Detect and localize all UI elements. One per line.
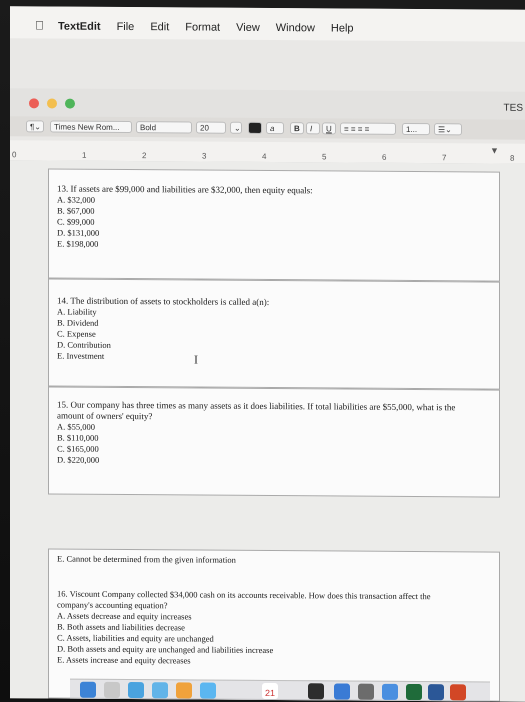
spacer bbox=[57, 565, 491, 592]
ruler-tick: 4 bbox=[262, 151, 267, 161]
ruler-tick: 1 bbox=[82, 150, 87, 160]
format-toolbar bbox=[10, 116, 525, 140]
option-13-b: B. $67,000 bbox=[57, 205, 95, 216]
option-14-e: E. Investment bbox=[57, 350, 105, 361]
underline-button[interactable]: U bbox=[322, 122, 336, 134]
menu-edit[interactable]: Edit bbox=[141, 21, 161, 34]
apple-icon[interactable] bbox=[35, 18, 44, 38]
powerpoint-icon[interactable] bbox=[450, 684, 466, 700]
ruler-tick: 7 bbox=[442, 153, 447, 163]
window-title: TES bbox=[503, 102, 523, 114]
launchpad-icon[interactable] bbox=[104, 682, 120, 698]
option-16-c: C. Assets, liabilities and equity are unchanged bbox=[57, 632, 214, 644]
question-15-line2: amount of owners' equity? bbox=[57, 410, 153, 422]
system-preferences-icon[interactable] bbox=[358, 684, 374, 700]
option-15-e: E. Cannot be determined from the given information bbox=[57, 553, 236, 565]
microsoft-word-icon[interactable] bbox=[428, 684, 444, 700]
list-style-select[interactable]: ☰⌄ bbox=[434, 123, 462, 135]
bold-button[interactable]: B bbox=[290, 122, 304, 134]
menu-help[interactable]: Help bbox=[321, 22, 345, 35]
option-15-c: C. $165,000 bbox=[57, 443, 99, 454]
question-15-line1: 15. Our company has three times as many assets as it does liabilities. If total liabilities are $55,000, what is the bbox=[57, 399, 456, 413]
option-14-b: B. Dividend bbox=[57, 317, 99, 328]
italic-button[interactable]: I bbox=[306, 122, 320, 134]
option-14-c: C. Expense bbox=[57, 328, 96, 339]
menu-view[interactable]: View bbox=[227, 21, 251, 34]
question-box-14 bbox=[48, 278, 500, 389]
option-13-e: E. $198,000 bbox=[57, 238, 99, 249]
close-button[interactable] bbox=[29, 98, 39, 108]
question-14-text: 14. The distribution of assets to stockholders is called a(n): bbox=[57, 295, 270, 308]
safari-icon[interactable] bbox=[128, 682, 144, 698]
option-16-a: A. Assets decrease and equity increases bbox=[57, 610, 192, 622]
alignment-buttons[interactable]: ≡ ≡ ≡ ≡ bbox=[340, 123, 396, 135]
ruler-tick: 0 bbox=[12, 150, 17, 160]
option-14-a: A. Liability bbox=[57, 306, 97, 317]
ruler-tick: 8 bbox=[510, 153, 515, 163]
tab-stop-icon[interactable]: ▼ bbox=[490, 145, 499, 156]
minimize-button[interactable] bbox=[47, 98, 57, 108]
menu-bar bbox=[10, 6, 525, 42]
font-size-field[interactable]: 20 bbox=[196, 122, 226, 134]
option-13-c: C. $99,000 bbox=[57, 216, 95, 227]
text-cursor-icon: I bbox=[194, 352, 198, 367]
mail-icon[interactable] bbox=[152, 682, 168, 698]
option-13-a: A. $32,000 bbox=[57, 194, 96, 205]
zoom-button[interactable] bbox=[65, 99, 75, 109]
ruler-tick: 2 bbox=[142, 151, 147, 161]
option-15-d: D. $220,000 bbox=[57, 454, 100, 465]
contacts-icon[interactable] bbox=[176, 682, 192, 698]
option-14-d: D. Contribution bbox=[57, 339, 111, 350]
screen bbox=[10, 6, 525, 702]
line-spacing-select[interactable]: 1... bbox=[402, 123, 430, 135]
question-13-text: 13. If assets are $99,000 and liabilities are $32,000, then equity equals: bbox=[57, 183, 313, 196]
option-16-b: B. Both assets and liabilities decrease bbox=[57, 621, 185, 633]
menu-format[interactable]: Format bbox=[176, 21, 212, 34]
question-16-line1: 16. Viscount Company collected $34,000 cash on its accounts receivable. How does this transaction affect the bbox=[57, 588, 431, 602]
question-box-13 bbox=[48, 168, 500, 281]
question-box-15 bbox=[48, 386, 500, 497]
calendar-icon[interactable]: 21 bbox=[262, 683, 278, 699]
paragraph-style-dropdown[interactable]: ¶⌄ bbox=[26, 120, 44, 132]
ruler-tick: 5 bbox=[322, 152, 327, 162]
excel-icon[interactable] bbox=[406, 684, 422, 700]
option-13-d: D. $131,000 bbox=[57, 227, 100, 238]
ruler-tick: 3 bbox=[202, 151, 207, 161]
word-icon[interactable] bbox=[382, 684, 398, 700]
font-size-dropdown[interactable]: ⌄ bbox=[230, 122, 242, 134]
text-color-well[interactable] bbox=[248, 122, 262, 134]
font-family-select[interactable]: Times New Rom... bbox=[50, 120, 132, 133]
option-15-a: A. $55,000 bbox=[57, 421, 96, 432]
menu-app-name[interactable]: TextEdit bbox=[49, 20, 92, 33]
highlight-color-well[interactable]: a bbox=[266, 122, 284, 134]
option-15-b: B. $110,000 bbox=[57, 432, 99, 443]
question-16-line2: company's accounting equation? bbox=[57, 599, 168, 611]
finder-icon[interactable] bbox=[80, 682, 96, 698]
menu-window[interactable]: Window bbox=[266, 21, 306, 35]
app-store-icon[interactable] bbox=[334, 683, 350, 699]
option-16-d: D. Both assets and equity are unchanged and liabilities increase bbox=[57, 643, 274, 656]
terminal-icon[interactable] bbox=[308, 683, 324, 699]
font-style-select[interactable]: Bold bbox=[136, 121, 192, 133]
option-16-e: E. Assets increase and equity decreases bbox=[57, 654, 191, 666]
document-area[interactable] bbox=[10, 160, 525, 702]
dock bbox=[70, 679, 490, 702]
ruler-tick: 6 bbox=[382, 152, 387, 162]
preview-icon[interactable] bbox=[200, 683, 216, 699]
menu-file[interactable]: File bbox=[107, 20, 126, 34]
